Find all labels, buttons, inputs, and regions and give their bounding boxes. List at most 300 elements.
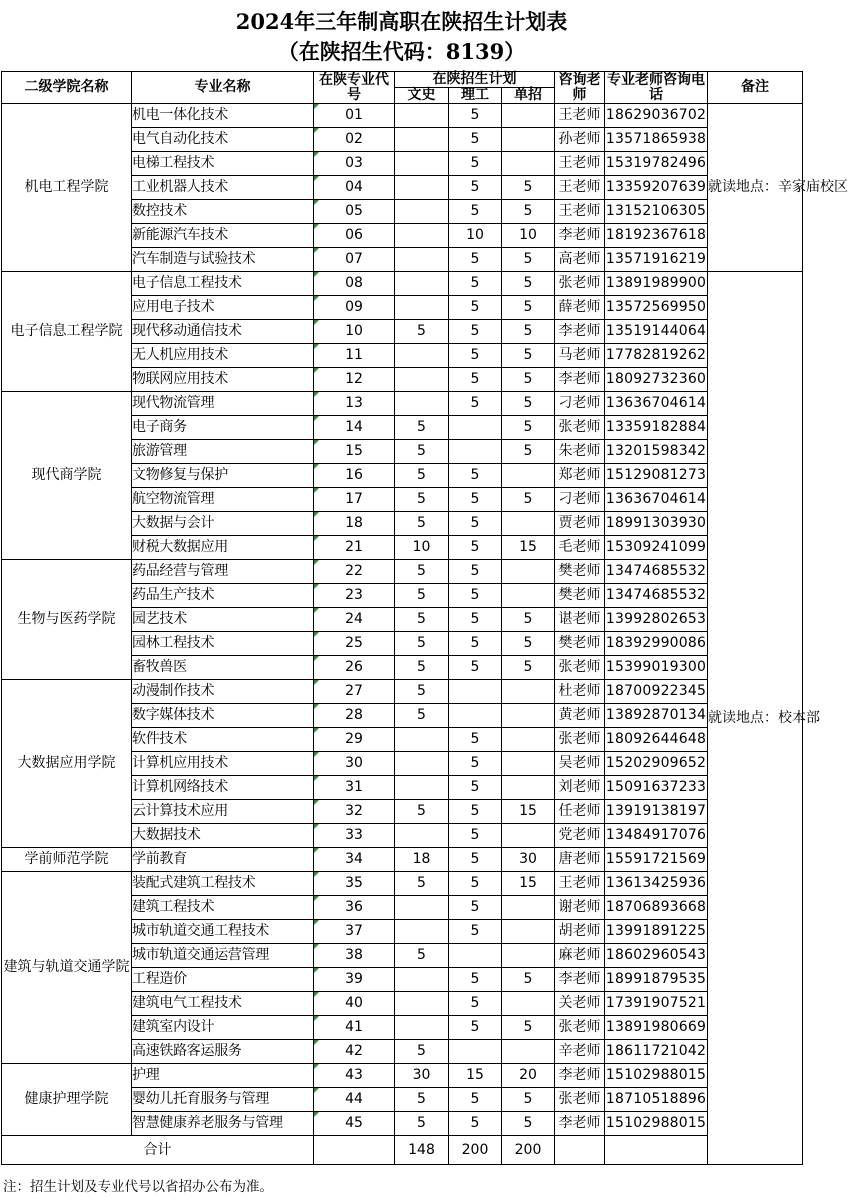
major-code: 22 (314, 560, 395, 584)
consult-teacher: 樊老师 (555, 560, 605, 584)
major-name: 软件技术 (132, 728, 314, 752)
consult-teacher: 刁老师 (555, 392, 605, 416)
header-remark: 备注 (708, 72, 803, 104)
major-name: 现代移动通信技术 (132, 320, 314, 344)
major-code: 36 (314, 896, 395, 920)
plan-liberal (395, 752, 449, 776)
plan-science: 5 (449, 392, 502, 416)
plan-liberal: 5 (395, 1112, 449, 1136)
plan-science: 5 (449, 1016, 502, 1040)
consult-teacher: 李老师 (555, 1112, 605, 1136)
plan-liberal: 5 (395, 560, 449, 584)
major-code: 11 (314, 344, 395, 368)
plan-science (449, 416, 502, 440)
major-name: 计算机网络技术 (132, 776, 314, 800)
plan-single: 15 (502, 536, 555, 560)
plan-science: 5 (449, 752, 502, 776)
major-name: 畜牧兽医 (132, 656, 314, 680)
plan-science: 5 (449, 992, 502, 1016)
major-code: 24 (314, 608, 395, 632)
header-code: 在陕专业代号 (314, 72, 395, 104)
remark-campus-xinjia: 就读地点：辛家庙校区 (708, 104, 803, 272)
consult-phone: 18710518896 (605, 1088, 708, 1112)
consult-teacher: 唐老师 (555, 848, 605, 872)
major-name: 大数据与会计 (132, 512, 314, 536)
plan-single (502, 704, 555, 728)
consult-phone: 15591721569 (605, 848, 708, 872)
consult-phone: 15091637233 (605, 776, 708, 800)
header-liberal: 文史 (395, 88, 449, 104)
plan-science: 5 (449, 320, 502, 344)
consult-teacher: 贾老师 (555, 512, 605, 536)
table-row (2, 392, 803, 416)
plan-liberal (395, 896, 449, 920)
major-code: 04 (314, 176, 395, 200)
plan-science: 10 (449, 224, 502, 248)
consult-teacher: 李老师 (555, 224, 605, 248)
major-code: 08 (314, 272, 395, 296)
table-row (2, 272, 803, 296)
consult-teacher: 王老师 (555, 200, 605, 224)
major-name: 大数据技术 (132, 824, 314, 848)
plan-single: 5 (502, 272, 555, 296)
plan-single (502, 680, 555, 704)
total-code-blank (314, 1136, 395, 1165)
consult-phone: 18092644648 (605, 728, 708, 752)
plan-science: 5 (449, 824, 502, 848)
plan-single: 5 (502, 1016, 555, 1040)
header-major: 专业名称 (132, 72, 314, 104)
consult-phone: 13636704614 (605, 392, 708, 416)
major-code: 41 (314, 1016, 395, 1040)
major-name: 汽车制造与试验技术 (132, 248, 314, 272)
plan-science: 5 (449, 488, 502, 512)
plan-liberal: 5 (395, 608, 449, 632)
consult-phone: 15309241099 (605, 536, 708, 560)
plan-liberal: 5 (395, 872, 449, 896)
plan-liberal (395, 1016, 449, 1040)
major-name: 无人机应用技术 (132, 344, 314, 368)
major-name: 电子商务 (132, 416, 314, 440)
plan-liberal (395, 776, 449, 800)
consult-phone: 13613425936 (605, 872, 708, 896)
major-name: 城市轨道交通运营管理 (132, 944, 314, 968)
consult-teacher: 关老师 (555, 992, 605, 1016)
plan-science: 5 (449, 344, 502, 368)
plan-single: 5 (502, 1112, 555, 1136)
major-code: 23 (314, 584, 395, 608)
total-phone-blank (605, 1136, 708, 1165)
plan-single: 15 (502, 872, 555, 896)
major-name: 机电一体化技术 (132, 104, 314, 128)
plan-single (502, 728, 555, 752)
consult-phone: 18991879535 (605, 968, 708, 992)
plan-liberal (395, 920, 449, 944)
major-name: 财税大数据应用 (132, 536, 314, 560)
plan-single (502, 896, 555, 920)
plan-science: 5 (449, 248, 502, 272)
major-code: 25 (314, 632, 395, 656)
consult-phone: 15102988015 (605, 1064, 708, 1088)
plan-single: 5 (502, 392, 555, 416)
major-name: 建筑室内设计 (132, 1016, 314, 1040)
consult-phone: 18602960543 (605, 944, 708, 968)
consult-teacher: 王老师 (555, 152, 605, 176)
footnote: 注：招生计划及专业代号以省招办公布为准。 (3, 1179, 273, 1195)
major-code: 13 (314, 392, 395, 416)
consult-phone: 15399019300 (605, 656, 708, 680)
plan-single: 5 (502, 320, 555, 344)
major-name: 计算机应用技术 (132, 752, 314, 776)
plan-science: 5 (449, 776, 502, 800)
major-code: 45 (314, 1112, 395, 1136)
consult-teacher: 孙老师 (555, 128, 605, 152)
header-college: 二级学院名称 (2, 72, 132, 104)
major-code: 44 (314, 1088, 395, 1112)
plan-science (449, 680, 502, 704)
plan-science: 5 (449, 608, 502, 632)
college-name: 现代商学院 (2, 392, 132, 560)
plan-science: 5 (449, 560, 502, 584)
consult-teacher: 刘老师 (555, 776, 605, 800)
plan-single: 10 (502, 224, 555, 248)
major-code: 01 (314, 104, 395, 128)
enrollment-plan-table (1, 71, 848, 1165)
major-name: 园艺技术 (132, 608, 314, 632)
plan-liberal (395, 152, 449, 176)
major-name: 电梯工程技术 (132, 152, 314, 176)
consult-phone: 13892870134 (605, 704, 708, 728)
consult-teacher: 胡老师 (555, 920, 605, 944)
table-row (2, 848, 803, 872)
major-code: 05 (314, 200, 395, 224)
major-code: 38 (314, 944, 395, 968)
major-name: 建筑电气工程技术 (132, 992, 314, 1016)
consult-teacher: 张老师 (555, 656, 605, 680)
consult-phone: 18706893668 (605, 896, 708, 920)
plan-science: 5 (449, 1112, 502, 1136)
table-row (2, 104, 803, 128)
major-name: 旅游管理 (132, 440, 314, 464)
header-phone: 专业老师咨询电话 (605, 72, 708, 104)
plan-liberal: 5 (395, 416, 449, 440)
major-code: 33 (314, 824, 395, 848)
consult-phone: 13891980669 (605, 1016, 708, 1040)
major-code: 12 (314, 368, 395, 392)
plan-single (502, 152, 555, 176)
plan-liberal (395, 104, 449, 128)
table-row (2, 1064, 803, 1088)
consult-teacher: 樊老师 (555, 632, 605, 656)
plan-liberal: 5 (395, 488, 449, 512)
header-plan: 在陕招生计划 (395, 72, 555, 88)
college-name: 生物与医药学院 (2, 560, 132, 680)
consult-phone: 18991303930 (605, 512, 708, 536)
consult-teacher: 张老师 (555, 1016, 605, 1040)
plan-single: 5 (502, 344, 555, 368)
plan-science: 5 (449, 152, 502, 176)
college-name: 建筑与轨道交通学院 (2, 872, 132, 1064)
plan-liberal: 5 (395, 800, 449, 824)
consult-teacher: 王老师 (555, 176, 605, 200)
major-code: 02 (314, 128, 395, 152)
page-subtitle: （在陕招生代码：8139） (277, 39, 526, 64)
major-code: 32 (314, 800, 395, 824)
consult-phone: 13891989900 (605, 272, 708, 296)
major-name: 学前教育 (132, 848, 314, 872)
plan-single (502, 512, 555, 536)
plan-science: 5 (449, 656, 502, 680)
consult-teacher: 任老师 (555, 800, 605, 824)
consult-teacher: 刁老师 (555, 488, 605, 512)
plan-liberal: 18 (395, 848, 449, 872)
plan-liberal: 5 (395, 1040, 449, 1064)
consult-phone: 13571865938 (605, 128, 708, 152)
header-science: 理工 (449, 88, 502, 104)
plan-single: 5 (502, 200, 555, 224)
total-science: 200 (449, 1136, 502, 1165)
plan-liberal (395, 368, 449, 392)
total-teacher-blank (555, 1136, 605, 1165)
major-name: 数字媒体技术 (132, 704, 314, 728)
consult-phone: 13474685532 (605, 560, 708, 584)
college-name: 电子信息工程学院 (2, 272, 132, 392)
consult-teacher: 杜老师 (555, 680, 605, 704)
consult-phone: 18629036702 (605, 104, 708, 128)
total-liberal: 148 (395, 1136, 449, 1165)
major-name: 智慧健康养老服务与管理 (132, 1112, 314, 1136)
plan-liberal (395, 992, 449, 1016)
consult-phone: 13991891225 (605, 920, 708, 944)
plan-liberal (395, 248, 449, 272)
total-single: 200 (502, 1136, 555, 1165)
major-code: 16 (314, 464, 395, 488)
plan-science: 5 (449, 536, 502, 560)
major-name: 云计算技术应用 (132, 800, 314, 824)
table-row (2, 872, 803, 896)
plan-single: 5 (502, 296, 555, 320)
plan-single (502, 128, 555, 152)
plan-science: 5 (449, 200, 502, 224)
plan-liberal: 5 (395, 704, 449, 728)
plan-science: 5 (449, 728, 502, 752)
plan-liberal (395, 272, 449, 296)
consult-phone: 17391907521 (605, 992, 708, 1016)
major-code: 34 (314, 848, 395, 872)
plan-single (502, 560, 555, 584)
plan-liberal (395, 392, 449, 416)
consult-teacher: 李老师 (555, 968, 605, 992)
plan-single (502, 776, 555, 800)
page-title: 2024年三年制高职在陕招生计划表 (235, 9, 568, 34)
consult-teacher: 党老师 (555, 824, 605, 848)
major-name: 装配式建筑工程技术 (132, 872, 314, 896)
plan-liberal: 5 (395, 464, 449, 488)
plan-single: 15 (502, 800, 555, 824)
plan-science: 5 (449, 584, 502, 608)
consult-phone: 17782819262 (605, 344, 708, 368)
plan-science: 15 (449, 1064, 502, 1088)
plan-liberal: 5 (395, 512, 449, 536)
consult-teacher: 李老师 (555, 320, 605, 344)
plan-single (502, 992, 555, 1016)
plan-liberal: 30 (395, 1064, 449, 1088)
major-code: 30 (314, 752, 395, 776)
major-name: 工业机器人技术 (132, 176, 314, 200)
plan-single: 5 (502, 416, 555, 440)
consult-teacher: 张老师 (555, 728, 605, 752)
consult-phone: 15102988015 (605, 1112, 708, 1136)
major-name: 电气自动化技术 (132, 128, 314, 152)
plan-liberal: 5 (395, 656, 449, 680)
plan-science: 5 (449, 104, 502, 128)
plan-science (449, 944, 502, 968)
major-name: 动漫制作技术 (132, 680, 314, 704)
consult-teacher: 王老师 (555, 872, 605, 896)
plan-science: 5 (449, 296, 502, 320)
major-code: 10 (314, 320, 395, 344)
plan-liberal: 5 (395, 440, 449, 464)
major-code: 06 (314, 224, 395, 248)
plan-liberal (395, 968, 449, 992)
major-code: 37 (314, 920, 395, 944)
major-name: 城市轨道交通工程技术 (132, 920, 314, 944)
plan-single: 5 (502, 656, 555, 680)
plan-single: 5 (502, 440, 555, 464)
plan-single: 5 (502, 488, 555, 512)
consult-teacher: 薛老师 (555, 296, 605, 320)
plan-single (502, 944, 555, 968)
plan-liberal: 5 (395, 320, 449, 344)
major-name: 文物修复与保护 (132, 464, 314, 488)
consult-phone: 13359182884 (605, 416, 708, 440)
consult-teacher: 张老师 (555, 416, 605, 440)
plan-single: 5 (502, 368, 555, 392)
consult-phone: 13992802653 (605, 608, 708, 632)
major-code: 39 (314, 968, 395, 992)
major-code: 17 (314, 488, 395, 512)
header-single: 单招 (502, 88, 555, 104)
major-code: 26 (314, 656, 395, 680)
major-name: 园林工程技术 (132, 632, 314, 656)
total-label: 合计 (2, 1136, 314, 1165)
plan-single: 5 (502, 608, 555, 632)
consult-phone: 13519144064 (605, 320, 708, 344)
plan-science: 5 (449, 368, 502, 392)
table-row (2, 680, 803, 704)
major-name: 护理 (132, 1064, 314, 1088)
plan-science: 5 (449, 920, 502, 944)
major-code: 03 (314, 152, 395, 176)
plan-liberal: 5 (395, 944, 449, 968)
consult-teacher: 麻老师 (555, 944, 605, 968)
consult-phone: 13152106305 (605, 200, 708, 224)
header-teacher: 咨询老师 (555, 72, 605, 104)
plan-liberal: 5 (395, 584, 449, 608)
plan-science: 5 (449, 176, 502, 200)
plan-liberal (395, 344, 449, 368)
major-code: 09 (314, 296, 395, 320)
major-code: 15 (314, 440, 395, 464)
college-name: 健康护理学院 (2, 1064, 132, 1136)
major-code: 28 (314, 704, 395, 728)
consult-teacher: 谌老师 (555, 608, 605, 632)
major-code: 35 (314, 872, 395, 896)
consult-phone: 13484917076 (605, 824, 708, 848)
consult-phone: 13572569950 (605, 296, 708, 320)
consult-phone: 18392990086 (605, 632, 708, 656)
plan-single (502, 920, 555, 944)
consult-phone: 13571916219 (605, 248, 708, 272)
consult-phone: 13636704614 (605, 488, 708, 512)
consult-phone: 13201598342 (605, 440, 708, 464)
plan-science: 5 (449, 512, 502, 536)
consult-teacher: 马老师 (555, 344, 605, 368)
major-name: 药品生产技术 (132, 584, 314, 608)
major-name: 电子信息工程技术 (132, 272, 314, 296)
consult-phone: 18700922345 (605, 680, 708, 704)
major-code: 07 (314, 248, 395, 272)
plan-single: 5 (502, 632, 555, 656)
table-body (2, 104, 848, 1165)
major-name: 现代物流管理 (132, 392, 314, 416)
plan-liberal (395, 200, 449, 224)
plan-science: 5 (449, 128, 502, 152)
consult-teacher: 李老师 (555, 1064, 605, 1088)
plan-single (502, 824, 555, 848)
plan-liberal (395, 824, 449, 848)
college-name: 机电工程学院 (2, 104, 132, 272)
consult-phone: 18092732360 (605, 368, 708, 392)
plan-science (449, 1040, 502, 1064)
major-code: 18 (314, 512, 395, 536)
plan-science (449, 440, 502, 464)
plan-liberal (395, 224, 449, 248)
plan-single: 30 (502, 848, 555, 872)
plan-single: 5 (502, 248, 555, 272)
major-name: 应用电子技术 (132, 296, 314, 320)
plan-single (502, 104, 555, 128)
consult-teacher: 吴老师 (555, 752, 605, 776)
major-name: 高速铁路客运服务 (132, 1040, 314, 1064)
plan-liberal: 5 (395, 680, 449, 704)
major-code: 31 (314, 776, 395, 800)
plan-liberal (395, 296, 449, 320)
plan-single: 20 (502, 1064, 555, 1088)
college-name: 学前师范学院 (2, 848, 132, 872)
major-name: 物联网应用技术 (132, 368, 314, 392)
plan-liberal (395, 128, 449, 152)
consult-phone: 15129081273 (605, 464, 708, 488)
total-row (2, 1136, 803, 1165)
consult-teacher: 张老师 (555, 272, 605, 296)
plan-science: 5 (449, 464, 502, 488)
consult-phone: 15202909652 (605, 752, 708, 776)
consult-teacher: 高老师 (555, 248, 605, 272)
major-name: 建筑工程技术 (132, 896, 314, 920)
major-name: 药品经营与管理 (132, 560, 314, 584)
major-code: 43 (314, 1064, 395, 1088)
consult-teacher: 郑老师 (555, 464, 605, 488)
consult-phone: 18611721042 (605, 1040, 708, 1064)
major-name: 婴幼儿托育服务与管理 (132, 1088, 314, 1112)
major-code: 21 (314, 536, 395, 560)
plan-single: 5 (502, 1088, 555, 1112)
consult-teacher: 毛老师 (555, 536, 605, 560)
major-code: 27 (314, 680, 395, 704)
plan-liberal (395, 176, 449, 200)
consult-teacher: 朱老师 (555, 440, 605, 464)
